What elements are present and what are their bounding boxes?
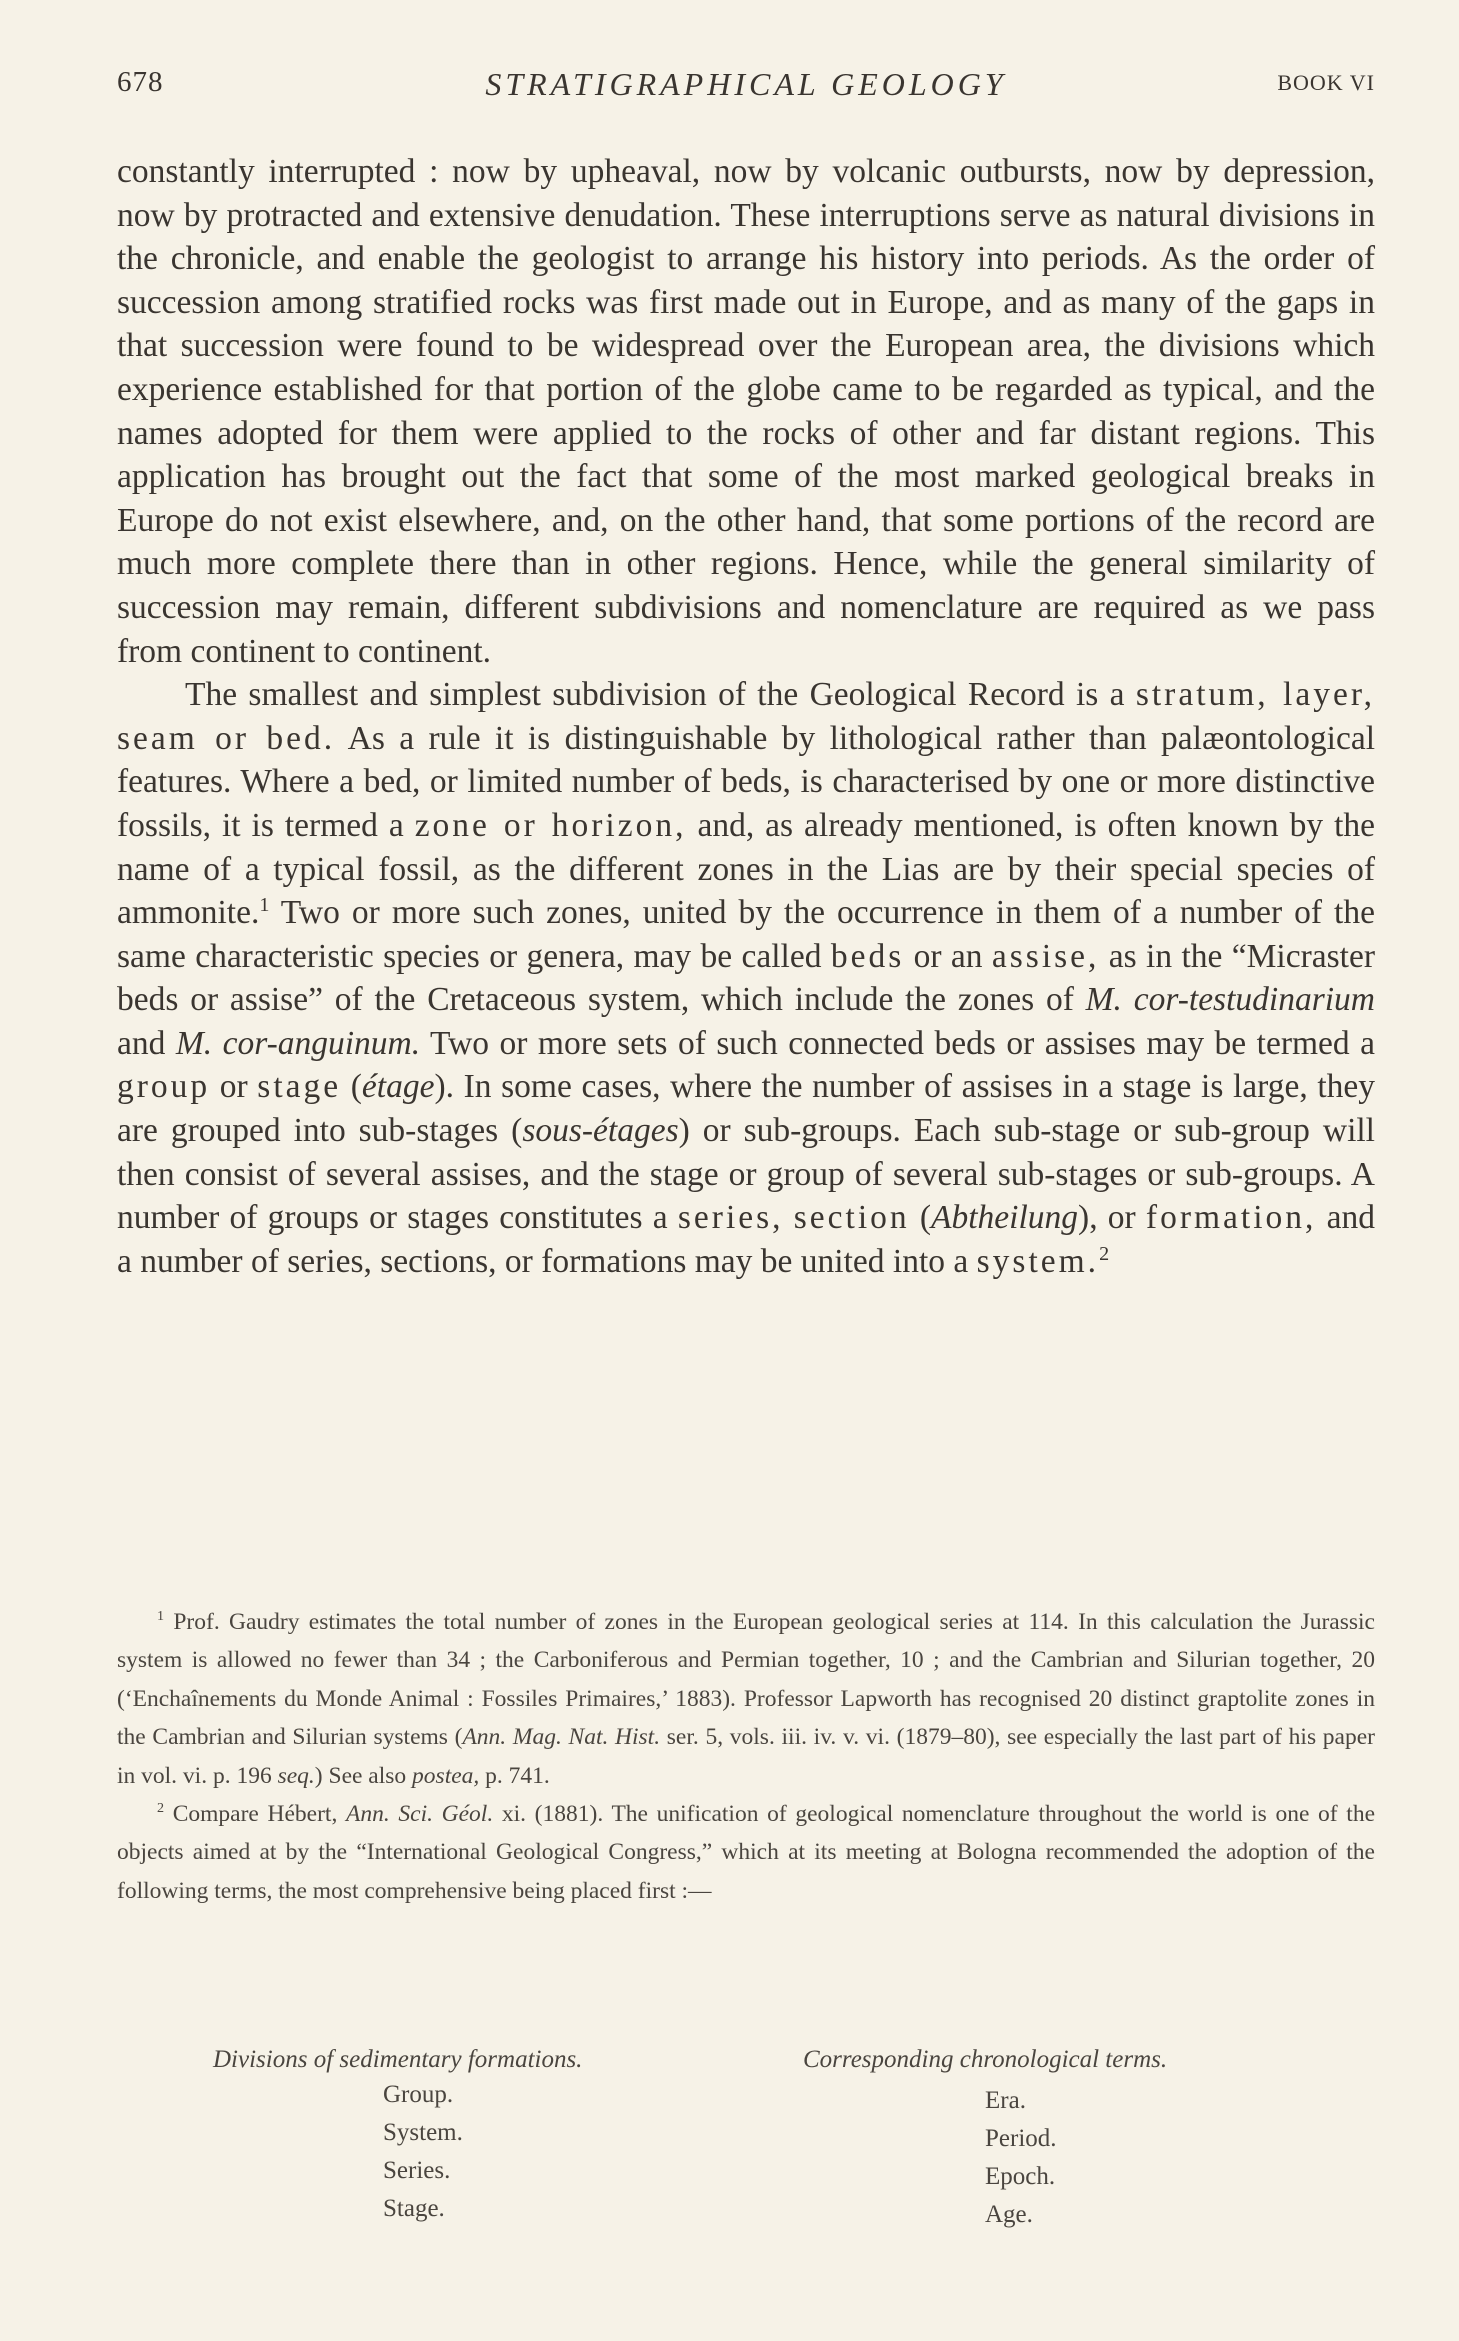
chronological-header: Corresponding chronological terms.	[803, 2046, 1168, 2073]
page-number: 678	[117, 66, 164, 98]
chronological-column	[803, 2046, 1323, 2234]
footnote-ref-2: 2	[1099, 1242, 1110, 1265]
division-term: Series.	[383, 2157, 451, 2184]
running-header	[117, 66, 1375, 110]
footnote-2: $^2$ Compare Hébert, Ann. Sci. Géol. xi. (1881). The unification of geological nomenclature throughout the world is one of the objects aimed at by the “International Geological Congress,” which at its meeting at Bologna recommended the adoption of the following terms, the most comprehensive being placed first :—	[117, 1800, 1375, 1904]
chronological-term: Era.	[985, 2087, 1026, 2114]
division-term: Stage.	[383, 2195, 445, 2222]
division-term: Group.	[383, 2081, 454, 2108]
footnote-1: $^1$ Prof. Gaudry estimates the total number of zones in the European geological series at 114. In this calculation the Jurassic system is allowed no fewer than 34 ; the Carboniferous and Permian together, 10 ; and the Cambrian and Silurian together, 20 (‘Enchaînements du Monde Animal : Fossiles Primaires,’ 1883). Professor Lapworth has recognised 20 distinct graptolite zones in the Cambrian and Silurian systems (Ann. Mag. Nat. Hist. ser. 5, vols. iii. iv. v. vi. (1879–80), see especially the last part of his paper in vol. vi. p. 196 seq.) See also postea, p. 741.	[117, 1608, 1375, 1789]
footnote-ref-1: 1	[259, 893, 270, 916]
chronological-term: Period.	[985, 2125, 1057, 2152]
chronological-term: Age.	[985, 2201, 1033, 2228]
paragraph-2: The smallest and simplest subdivision of the Geological Record is a stratum, layer, seam or bed. As a rule it is distinguishable by lithological rather than palæontological features. Where a bed, or limited number of beds, is characterised by one or more distinctive fossils, it is termed a zone or horizon, and, as already mentioned, is often known by the name of a typical fossil, as the different zones in the Lias are by their special species of ammonite.$^1$ Two or more such zones, united by the occurrence in them of a number of the same characteristic species or genera, may be called beds or an assise, as in the “Micraster beds or assise” of the Cretaceous system, which include the zones of M. cor-testudinarium and M. cor-anguinum. Two or more sets of such connected beds or assises may be termed a group or stage (étage). In some cases, where the number of assises in a stage is large, they are grouped into sub-stages (sous-étages) or sub-groups. Each sub-stage or sub-group will then consist of several assises, and the stage or group of several sub-stages or sub-groups. A number of groups or stages constitutes a series, section (Abtheilung), or formation, and a number of series, sections, or formations may be united into a system.$^2$	[117, 676, 1376, 1280]
main-text	[117, 150, 1375, 1283]
footnotes	[117, 1603, 1375, 1910]
running-title: STRATIGRAPHICAL GEOLOGY	[485, 66, 1007, 102]
divisions-header: Divisions of sedimentary formations.	[213, 2046, 583, 2073]
division-term: System.	[383, 2119, 463, 2146]
book-label: BOOK VI	[1277, 70, 1375, 95]
paragraph-1: constantly interrupted : now by upheaval, now by volcanic outbursts, now by depression, now by protracted and extensive denudation. These interruptions serve as natural divisions in the chronicle, and enable the geologist to arrange his history into periods. As the order of succession among stratified rocks was first made out in Europe, and as many of the gaps in that succession were found to be widespread over the European area, the divisions which experience established for that portion of the globe came to be regarded as typical, and the names adopted for them were applied to the rocks of other and far distant regions. This application has brought out the fact that some of the most marked geological breaks in Europe do not exist elsewhere, and, on the other hand, that some portions of the record are much more complete there than in other regions. Hence, while the general similarity of succession may remain, different subdivisions and nomenclature are required as we pass from continent to continent.	[117, 153, 1375, 670]
divisions-column	[213, 2046, 733, 2228]
chronological-term: Epoch.	[985, 2163, 1056, 2190]
